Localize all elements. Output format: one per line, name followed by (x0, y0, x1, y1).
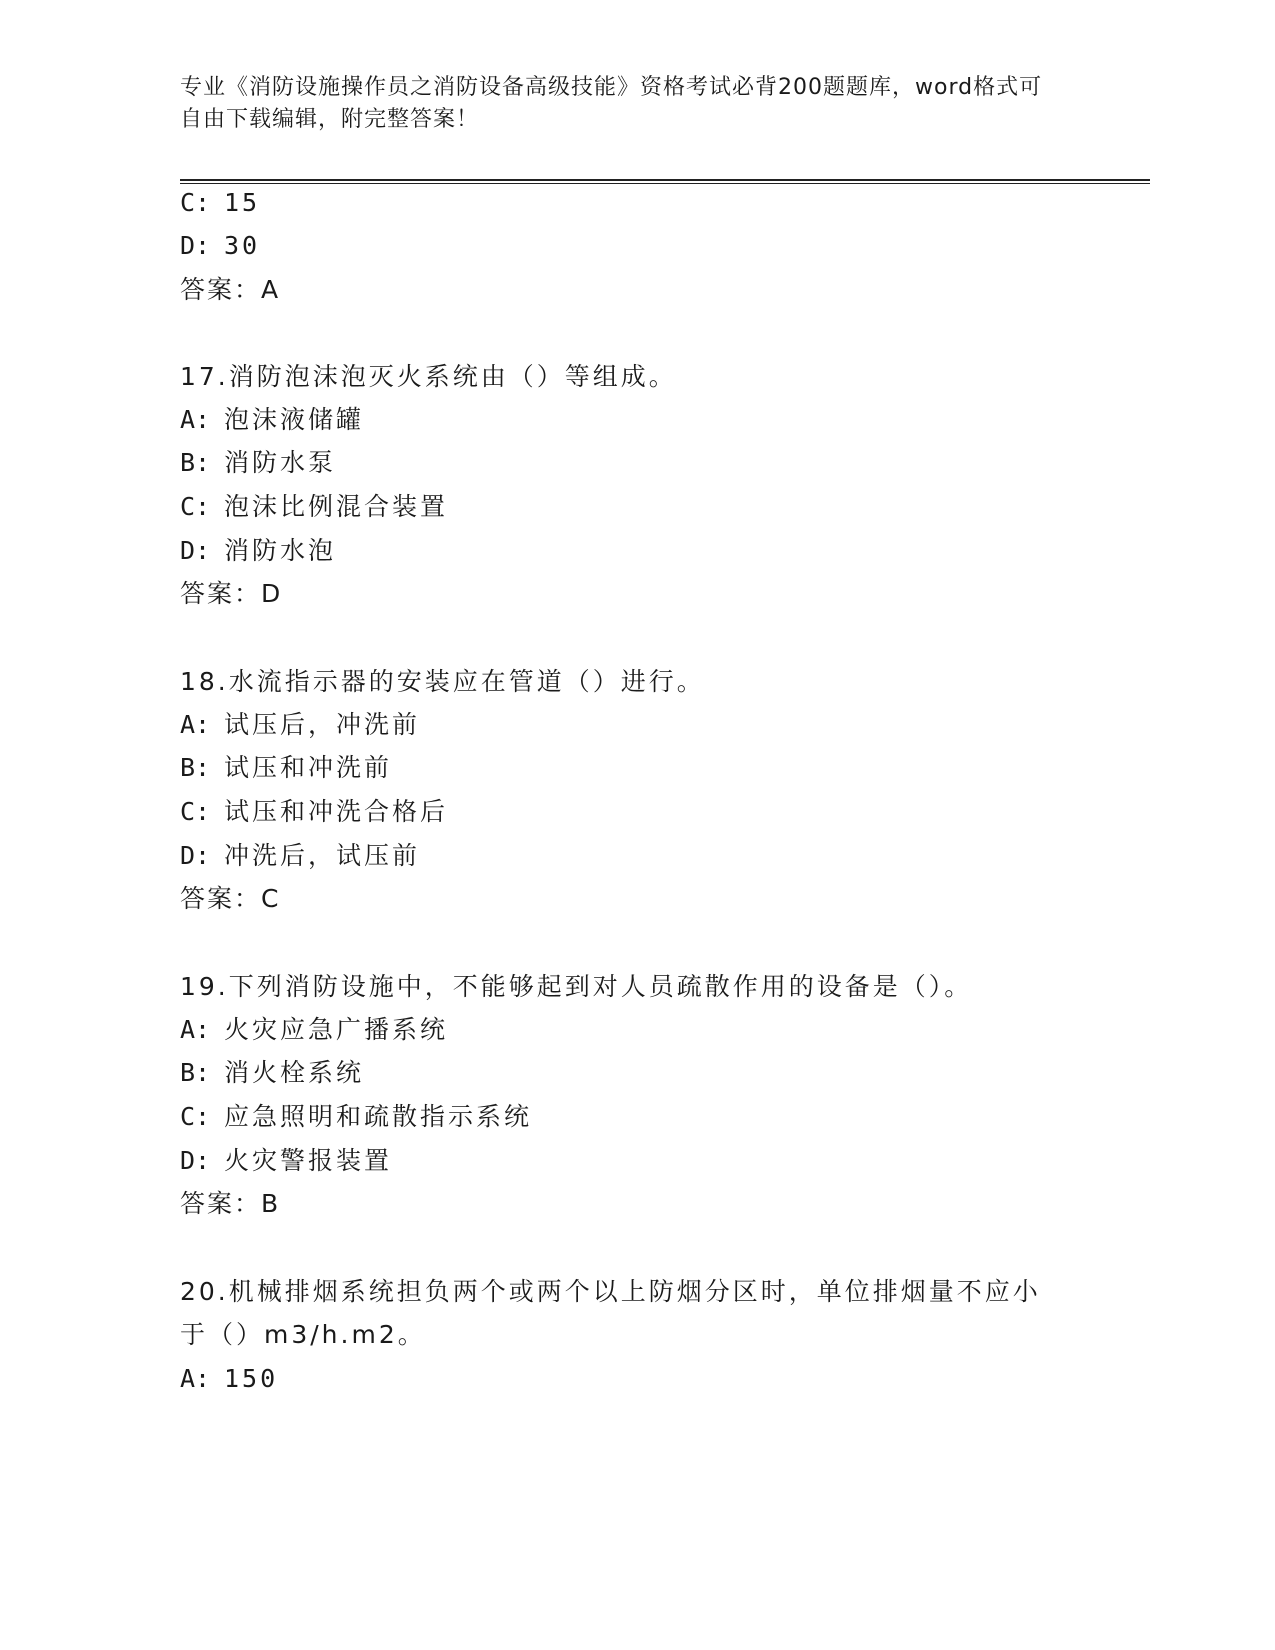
header-divider-thick (180, 179, 1150, 181)
question-stem-continued: 于（）m3/h.m2。 (180, 1320, 426, 1349)
question-stem: 17.消防泡沫泡灭火系统由（）等组成。 (180, 362, 677, 391)
option-c (180, 1100, 532, 1134)
document-header: 专业《消防设施操作员之消防设备高级技能》资格考试必背200题题库，word格式可自由下载编辑，附完整答案！ (180, 75, 1043, 132)
option-b (180, 751, 392, 785)
option-text: 应急照明和疏散指示系统 (224, 1102, 533, 1131)
option-text: 150 (224, 1364, 279, 1393)
header-divider-thin (180, 183, 1150, 184)
option-a (180, 1013, 448, 1047)
option-text: 消防水泵 (224, 448, 337, 477)
option-label: B: (180, 753, 211, 782)
answer-line: 答案：B (180, 1189, 281, 1218)
option-text: 试压和冲洗前 (224, 753, 393, 782)
option-b (180, 446, 336, 480)
option-d (180, 229, 260, 263)
option-label: D: (180, 841, 211, 870)
answer-line: 答案：A (180, 275, 281, 304)
option-c (180, 795, 448, 829)
option-text: 试压后，冲洗前 (224, 710, 421, 739)
option-text: 15 (224, 188, 261, 217)
option-text: 消火栓系统 (224, 1058, 365, 1087)
option-text: 消防水泡 (224, 536, 337, 565)
answer-line: 答案：D (180, 579, 283, 608)
option-label: C: (180, 797, 211, 826)
option-label: A: (180, 405, 211, 434)
option-label: C: (180, 492, 211, 521)
option-d (180, 839, 420, 873)
option-text: 泡沫比例混合装置 (224, 492, 449, 521)
option-label: C: (180, 1102, 211, 1131)
option-d (180, 1144, 392, 1178)
option-label: D: (180, 1146, 211, 1175)
option-text: 泡沫液储罐 (224, 405, 365, 434)
option-a (180, 1362, 278, 1396)
option-d (180, 534, 336, 568)
option-text: 试压和冲洗合格后 (224, 797, 449, 826)
option-label: C: (180, 188, 211, 217)
option-a (180, 403, 364, 437)
option-label: D: (180, 231, 211, 260)
option-label: A: (180, 1015, 211, 1044)
option-label: A: (180, 710, 211, 739)
question-stem: 19.下列消防设施中，不能够起到对人员疏散作用的设备是（）。 (180, 972, 973, 1001)
option-text: 火灾应急广播系统 (224, 1015, 449, 1044)
answer-line: 答案：C (180, 884, 281, 913)
option-text: 冲洗后，试压前 (224, 841, 421, 870)
option-c (180, 186, 260, 220)
option-b (180, 1056, 364, 1090)
option-label: B: (180, 1058, 211, 1087)
option-text: 火灾警报装置 (224, 1146, 393, 1175)
question-stem: 18.水流指示器的安装应在管道（）进行。 (180, 667, 705, 696)
option-text: 30 (224, 231, 261, 260)
question-stem: 20.机械排烟系统担负两个或两个以上防烟分区时，单位排烟量不应小 (180, 1277, 1041, 1306)
option-a (180, 708, 420, 742)
option-c (180, 490, 448, 524)
option-label: A: (180, 1364, 211, 1393)
option-label: D: (180, 536, 211, 565)
option-label: B: (180, 448, 211, 477)
